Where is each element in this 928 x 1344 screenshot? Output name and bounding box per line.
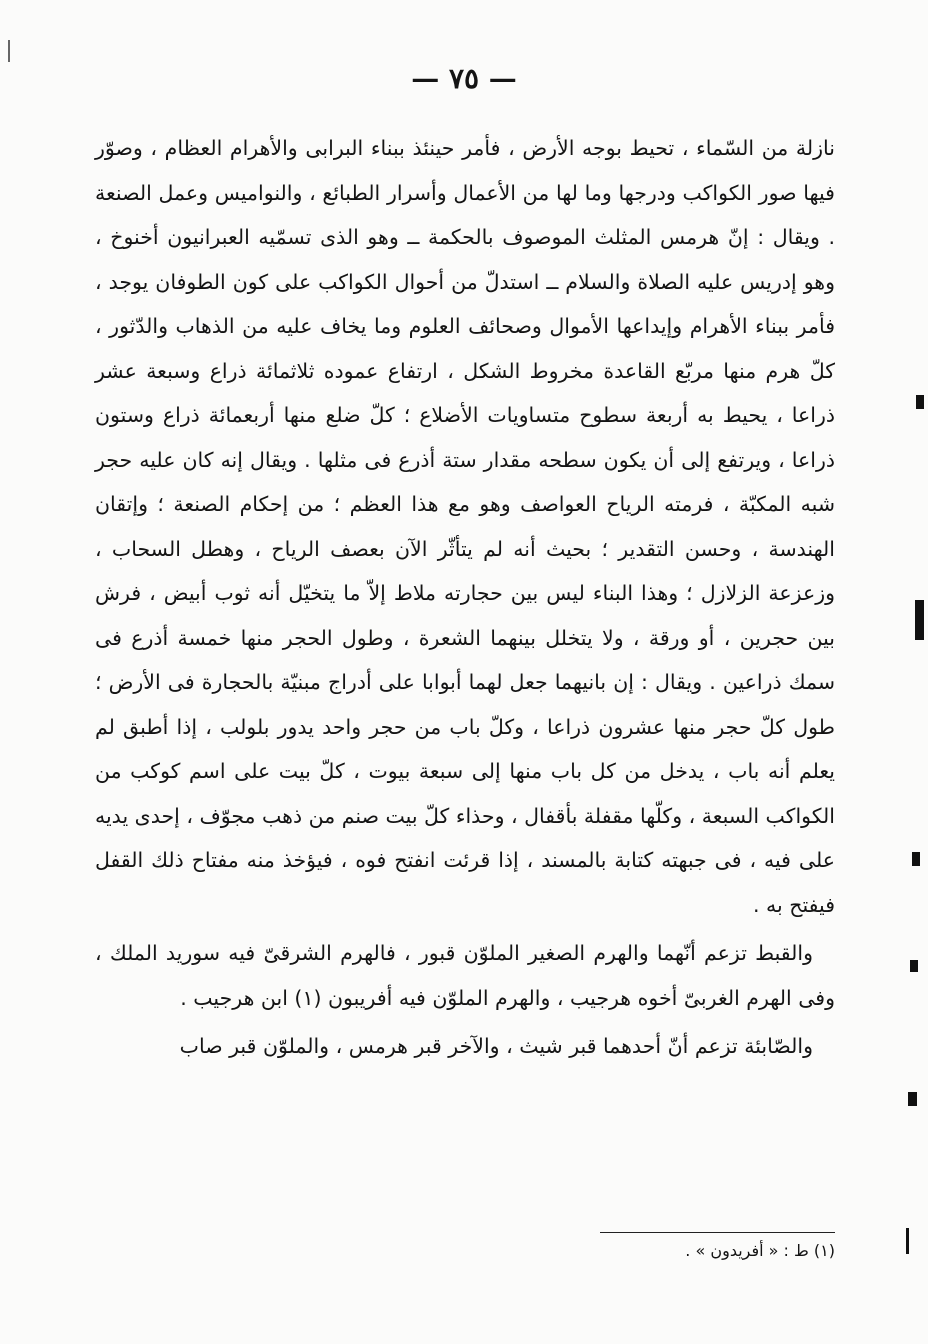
footnote: (١) ط : « أفريدون » .	[685, 1241, 835, 1260]
scan-speck	[912, 852, 920, 866]
scan-speck	[910, 960, 918, 972]
footnote-divider	[600, 1232, 835, 1233]
page-number: — ٧٥ —	[411, 62, 517, 95]
paragraph-copts: والقبط تزعم أنّهما والهرم الصغير الملوّن قبور ، فالهرم الشرقىّ فيه سوريد الملك ، وفى الهرم الغربىّ أخوه هرجيب ، والهرم الملوّن فيه أفريبون (١) ابن هرجيب .	[95, 941, 835, 1010]
paragraph-pyramids-hermes: نازلة من السّماء ، تحيط بوجه الأرض ، فأمر حينئذ ببناء البرابى والأهرام العظام ، وصوّر فيها صور الكواكب ودرجها وما لها من الأعمال وأسرار الطبائع ، والنواميس وعمل الصنعة . ويقال : إنّ هرمس المثلث الموصوف بالحكمة ــ وهو الذى تسمّيه العبرانيون أخنوخ ، وهو إدريس عليه الصلاة والسلام ــ استدلّ من أحوال الكواكب على كون الطوفان يوجد ، فأمر ببناء الأهرام وإيداعها الأموال وصحائف العلوم وما يخاف عليه من الذهاب والدّثور ، كلّ هرم منها مربّع القاعدة مخروط الشكل ، ارتفاع عموده ثلاثمائة ذراع وسبعة عشر ذراعا ، يحيط به أربعة سطوح متساويات الأضلاع ؛ كلّ ضلع منها أربعمائة ذراع وستون ذراعا ، ويرتفع إلى أن يكون سطحه مقدار ستة أذرع فى مثلها . ويقال إنه كان عليه حجر شبه المكبّة ، فرمته الرياح العواصف وهو مع هذا العظم ؛ من إحكام الصنعة ؛ وإتقان الهندسة ، وحسن التقدير ؛ بحيث أنه لم يتأثّر الآن بعصف الرياح ، وهطل السحاب ، وزعزعة الزلازل ؛ وهذا البناء ليس بين حجارته ملاط إلاّ ما يتخيّل أنه ثوب أبيض ، فرش بين حجرين ، أو ورقة ، ولا يتخلل بينهما الشعرة ، وطول الحجر منها خمسة أذرع فى سمك ذراعين . ويقال : إن بانيهما جعل لهما أبوابا على أدراج مبنيّة بالحجارة فى الأرض ؛ طول كلّ حجر منها عشرون ذراعا ، وكلّ باب من حجر واحد يدور بلولب ، إذا أطبق لم يعلم أنه باب ، يدخل من كل باب منها إلى سبعة بيوت ، كلّ بيت على اسم كوكب من الكواكب السبعة ، وكلّها مقفلة بأقفال ، وحذاء كلّ بيت صنم من ذهب مجوّف ، إحدى يديه على فيه ، فى جبهته كتابة بالمسند ، إذا قرئت انفتح فوه ، فيؤخذ منه مفتاح ذلك القفل فيفتح به .	[94, 136, 835, 917]
scan-speck	[908, 1092, 917, 1106]
paragraph-sabians: والصّابئة تزعم أنّ أحدهما قبر شيث ، والآخر قبر هرمس ، والملوّن قبر صاب	[179, 1034, 813, 1058]
scan-speck	[916, 395, 924, 409]
scan-speck	[8, 40, 10, 62]
body-text	[95, 126, 835, 1069]
scan-speck	[906, 1228, 909, 1254]
scan-speck	[915, 600, 924, 640]
